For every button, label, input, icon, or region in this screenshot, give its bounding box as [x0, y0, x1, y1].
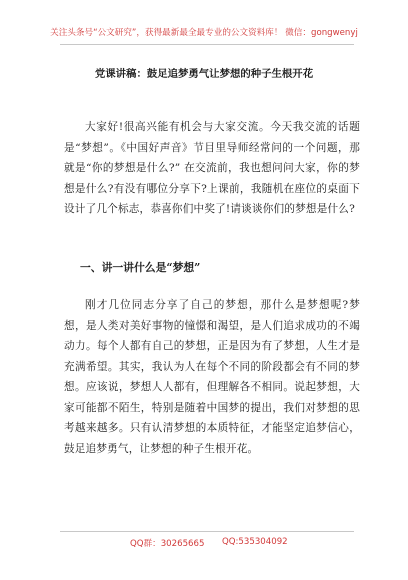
- intro-paragraph: 大家好!很高兴能有机会与大家交流。今天我交流的话题是“梦想”。《中国好声音》节目里导师经常问的一个问题，那就是“你的梦想是什么?” 在交流前，我也想问问大家，你的梦想是什么?有没有哪位分享下?上课前，我随机在座位的桌面下设计了几个标志，恭喜你们中奖了!请谈谈你们的梦想是什么?: [64, 121, 360, 215]
- header-divider: [60, 44, 354, 45]
- footer-qq-group-2: QQ:535304092: [222, 537, 288, 547]
- document-title: 党课讲稿：鼓足追梦勇气让梦想的种子生根开花: [94, 68, 314, 80]
- footer-divider: [60, 531, 354, 532]
- section-heading: 一、讲一讲什么是“梦想”: [80, 261, 201, 274]
- section-body-paragraph: 刚才几位同志分享了自己的梦想，那什么是梦想呢?梦想，是人类对美好事物的憧憬和渴望，是人们追求成功的不竭动力。每个人都有自己的梦想，正是因为有了梦想，人生才是充满希望。其实，我认为人在每个不同的阶段都会有不同的梦想。应该说，梦想人人都有，但理解各不相同。说起梦想，大家可能都不陌生，特别是随着中国梦的提出，我们对梦想的思考越来越多。只有认清梦想的本质特征，才能坚定追梦信心，鼓足追梦勇气，让梦想的种子生根开花。: [64, 299, 360, 455]
- header-banner: 关注头条号“公文研究”，获得最新最全最专业的公文资料库！ 微信：gongwenyj: [50, 28, 358, 38]
- footer-qq-group-1: QQ群：30265665: [130, 539, 205, 549]
